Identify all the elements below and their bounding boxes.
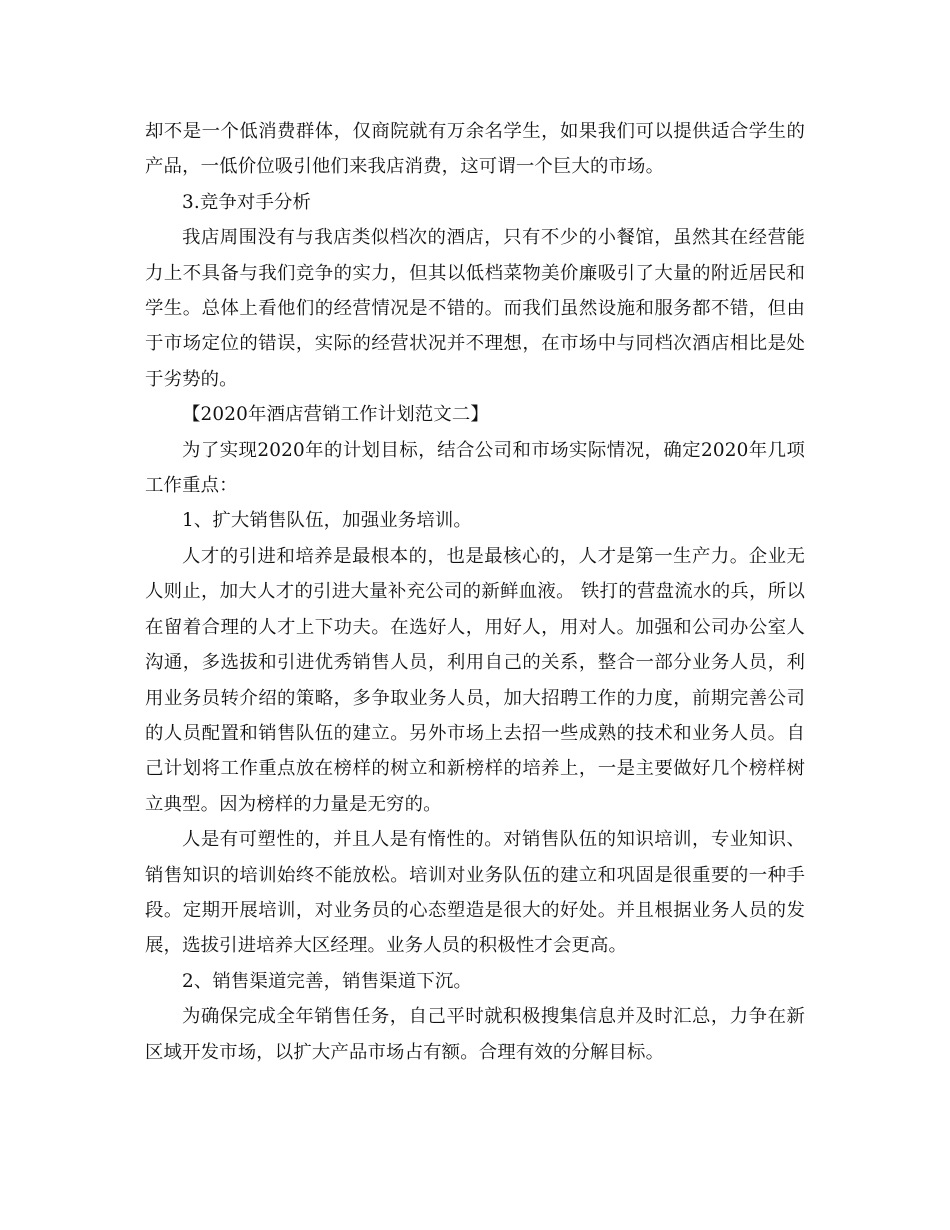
paragraph-training: 人是有可塑性的，并且人是有惰性的。对销售队伍的知识培训，专业知识、销售知识的培训始终不能放松。培训对业务队伍的建立和巩固是很重要的一种手段。定期开展培训，对业务员的心态塑造是很大的好处。并且根据业务人员的发展，选拔引进培养大区经理。业务人员的积极性才会更高。: [145, 829, 805, 957]
paragraph-sales-targets: 为确保完成全年销售任务，自己平时就积极搜集信息并及时汇总，力争在新区域开发市场，以扩大产品市场占有额。合理有效的分解目标。: [145, 1006, 805, 1063]
section-heading-competitor-analysis: 3.竞争对手分析: [182, 191, 312, 213]
paragraph-competitor-analysis: 我店周围没有与我店类似档次的酒店，只有不少的小餐馆，虽然其在经营能力上不具备与我们竞争的实力，但其以低档菜物美价廉吸引了大量的附近居民和学生。总体上看他们的经营情况是不错的。而我们虽然设施和服务都不错，但由于市场定位的错误，实际的经营状况并不理想，在市场中与同档次酒店相比是处于劣势的。: [145, 227, 805, 390]
paragraph-talent: 人才的引进和培养是最根本的，也是最核心的，人才是第一生产力。企业无人则止，加大人才的引进大量补充公司的新鲜血液。 铁打的营盘流水的兵，所以在留着合理的人才上下功夫。在选好人，用好人，用对人。加强和公司办公室人沟通，多选拔和引进优秀销售人员，利用自己的关系，整合一部分业务人员，利用业务员转介绍的策略，多争取业务人员，加大招聘工作的力度，前期完善公司的人员配置和销售队伍的建立。另外市场上去招一些成熟的技术和业务人员。自己计划将工作重点放在榜样的树立和新榜样的培养上，一是主要做好几个榜样树立典型。因为榜样的力量是无穷的。: [145, 545, 805, 815]
document-body: [145, 114, 805, 1070]
section-title-sample-two: 【2020年酒店营销工作计划范文二】: [182, 404, 489, 426]
paragraph-continuation: 却不是一个低消费群体，仅商院就有万余名学生，如果我们可以提供适合学生的产品，一低价位吸引他们来我店消费，这可谓一个巨大的市场。: [145, 121, 805, 178]
section-heading-sales-team: 1、扩大销售队伍，加强业务培训。: [182, 510, 472, 532]
paragraph-plan-intro: 为了实现2020年的计划目标，结合公司和市场实际情况，确定2020年几项工作重点：: [145, 439, 805, 497]
section-heading-sales-channels: 2、销售渠道完善，销售渠道下沉。: [182, 970, 472, 992]
